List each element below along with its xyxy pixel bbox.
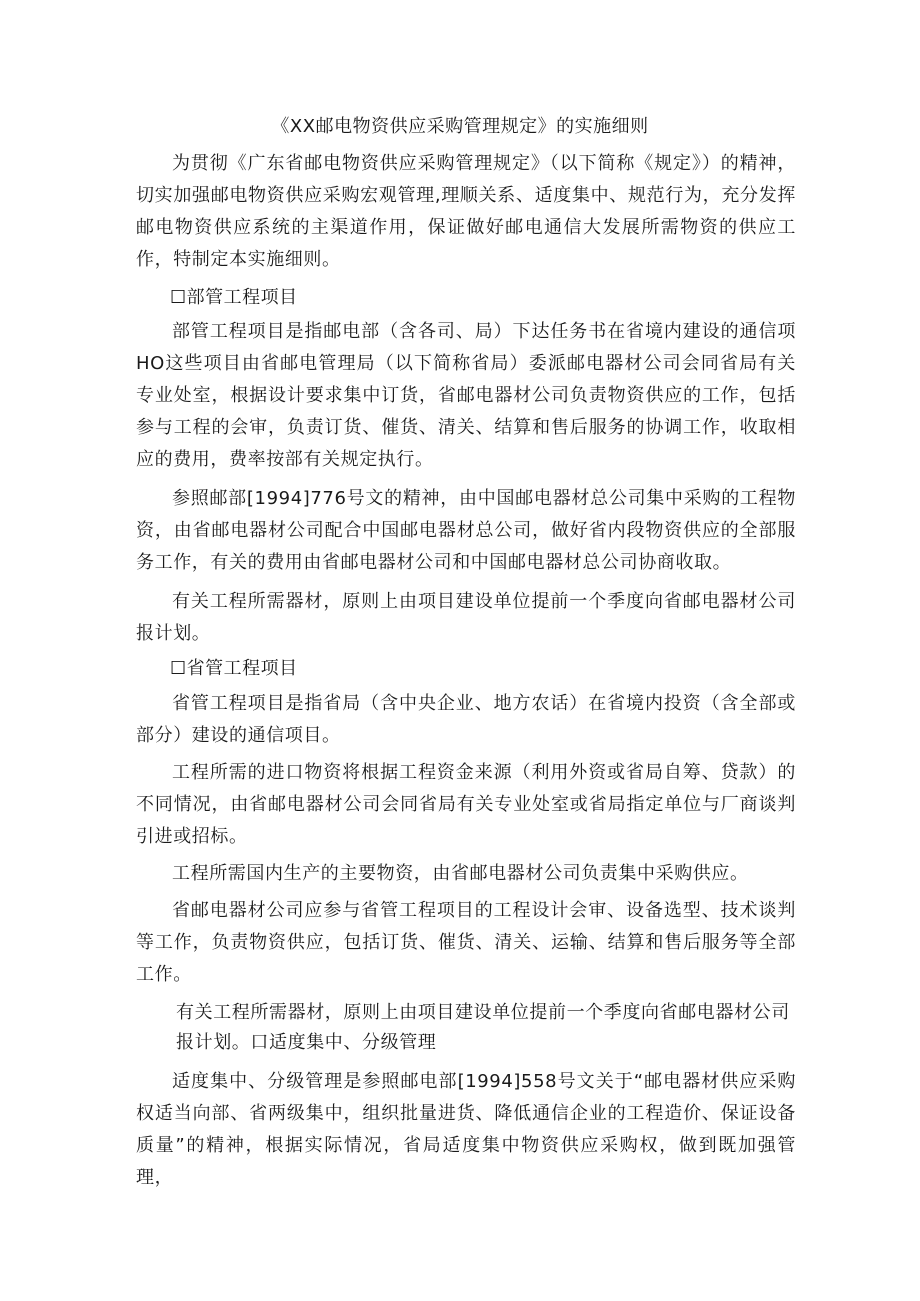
paragraph-centralized-tiered-management: 适度集中、分级管理是参照邮电部[1994]558号文关于“邮电器材供应采购权适当向部、省两级集中，组织批量进货、降低通信企业的工程造价、保证设备质量”的精神，根据实际情况，省局适度集中物资供应采购权，做到既加强管理，	[136, 1071, 796, 1188]
paragraph-ministry-projects-definition: 部管工程项目是指邮电部（含各司、局）下达任务书在省境内建设的通信项HO这些项目由省邮电管理局（以下简称省局）委派邮电器材公司会同省局有关专业处室，根据设计要求集中订货，省邮电器材公司负责物资供应的工作，包括参与工程的会审，负责订货、催货、清关、结算和售后服务的协调工作，收取相应的费用，费率按部有关规定执行。	[136, 321, 796, 470]
section-heading-provincial-projects: ☐省管工程项目	[170, 658, 298, 679]
intro-paragraph: 为贯彻《广东省邮电物资供应采购管理规定》（以下简称《规定》）的精神，切实加强邮电物资供应采购宏观管理,理顺关系、适度集中、规范行为，充分发挥邮电物资供应系统的主渠道作用，保证做好邮电通信大发展所需物资的供应工作，特制定本实施细则。	[136, 153, 796, 270]
paragraph-provincial-plan-and-next-heading: 有关工程所需器材，原则上由项目建设单位提前一个季度向省邮电器材公司报计划。口适度集中、分级管理	[176, 1002, 790, 1053]
paragraph-provincial-imports: 工程所需的进口物资将根据工程资金来源（利用外资或省局自筹、贷款）的不同情况，由省邮电器材公司会同省局有关专业处室或省局指定单位与厂商谈判引进或招标。	[136, 762, 796, 847]
paragraph-provincial-company-duties: 省邮电器材公司应参与省管工程项目的工程设计会审、设备选型、技术谈判等工作，负责物资供应，包括订货、催货、清关、运输、结算和售后服务等全部工作。	[136, 900, 796, 985]
paragraph-ministry-projects-central-purchase: 参照邮部[1994]776号文的精神，由中国邮电器材总公司集中采购的工程物资，由省邮电器材公司配合中国邮电器材总公司，做好省内段物资供应的全部服务工作，有关的费用由省邮电器材公司和中国邮电器材总公司协商收取。	[136, 488, 796, 573]
paragraph-provincial-domestic: 工程所需国内生产的主要物资，由省邮电器材公司负责集中采购供应。	[172, 863, 749, 884]
paragraph-ministry-projects-plan: 有关工程所需器材，原则上由项目建设单位提前一个季度向省邮电器材公司报计划。	[136, 591, 796, 644]
paragraph-provincial-projects-definition: 省管工程项目是指省局（含中央企业、地方农话）在省境内投资（含全部或部分）建设的通信项目。	[136, 693, 796, 746]
section-heading-ministry-projects: ☐部管工程项目	[170, 287, 298, 308]
document-title: 《XX邮电物资供应采购管理规定》的实施细则	[271, 116, 649, 137]
